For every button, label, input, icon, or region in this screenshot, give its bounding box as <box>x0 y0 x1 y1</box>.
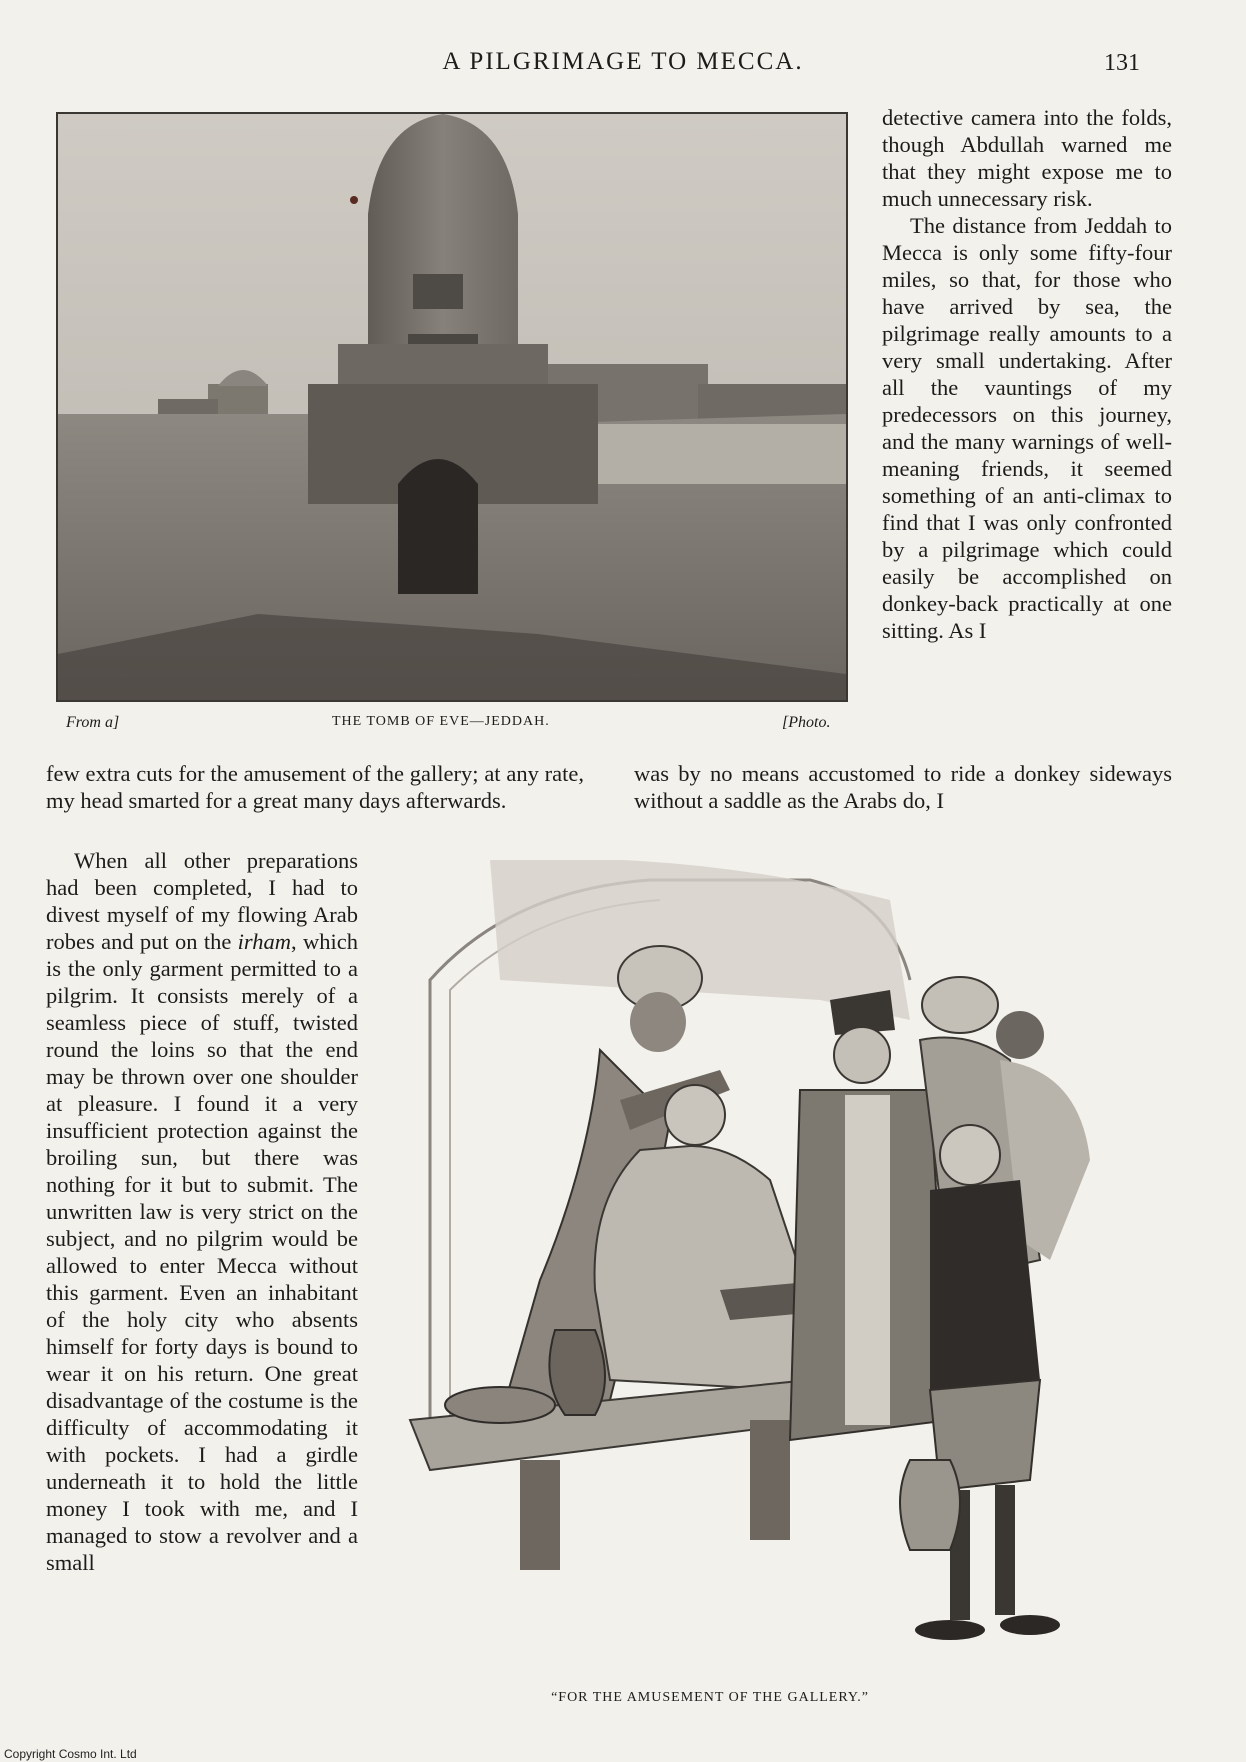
irham-text-b: , which is the only garment permitted to a pilgrim. It consists merely of a seamless piece of stuff, twisted round the loins so that the end may be thrown over one shoulder at pleasure. I found it a very insufficient protection against the broiling sun, but there was nothing for it but to submit. The unwritten law is very strict on the subject, and no pilgrim would be allowed to enter Mecca without this garment. Even an inhabitant of the holy city who absents himself for forty days is bound to wear it on his return. One great disadvantage of the costume is the difficulty of accommodating it with pockets. I had a girdle underneath it to hold the little money I took with me, and I managed to stow a revolver and a small <box>46 929 358 1575</box>
irham-term: irham <box>237 929 292 954</box>
copyright-notice: Copyright Cosmo Int. Ltd <box>4 1747 137 1761</box>
page-number: 131 <box>1104 50 1140 76</box>
irham-text-a: When all other preparations had been completed, I had to divest myself of my flowing Arab robes and put on the <box>46 848 358 954</box>
right-column-text <box>882 104 1172 644</box>
tomb-photo-drawing <box>58 114 846 700</box>
photo-credit-right: [Photo. <box>782 714 831 731</box>
photo-credit-left: From a] <box>66 714 120 731</box>
paragraph-distance: The distance from Jeddah to Mecca is only some fifty-four miles, so that, for those who have arrived by sea, the pilgrimage really amounts to a very small undertaking. After all the vauntings of my predecessors on this journey, and the many warnings of well-meaning friends, it seemed something of an anti-climax to find that I was only confronted by a pilgrimage which could easily be accomplished on donkey-back practically at one sitting. As I <box>882 213 1172 643</box>
paragraph-detective-camera: detective camera into the folds, though Abdullah warned me that they might expose me to much unnecessary risk. <box>882 105 1172 211</box>
illustration-caption: “FOR THE AMUSEMENT OF THE GALLERY.” <box>551 1690 869 1705</box>
span-text-left: few extra cuts for the amusement of the gallery; at any rate, my head smarted for a great many days afterwards. <box>46 761 584 813</box>
barber-illustration-drawing <box>390 860 1166 1680</box>
span-text-right: was by no means accustomed to ride a donkey sideways without a saddle as the Arabs do, I <box>634 761 1172 813</box>
paragraph-irham <box>46 847 358 1576</box>
tomb-of-eve-photo <box>56 112 848 702</box>
running-title: A PILGRIMAGE TO MECCA. <box>442 48 804 75</box>
barber-illustration <box>390 860 1166 1680</box>
photo-caption: THE TOMB OF EVE—JEDDAH. <box>332 714 550 729</box>
left-column-text <box>46 847 358 1576</box>
